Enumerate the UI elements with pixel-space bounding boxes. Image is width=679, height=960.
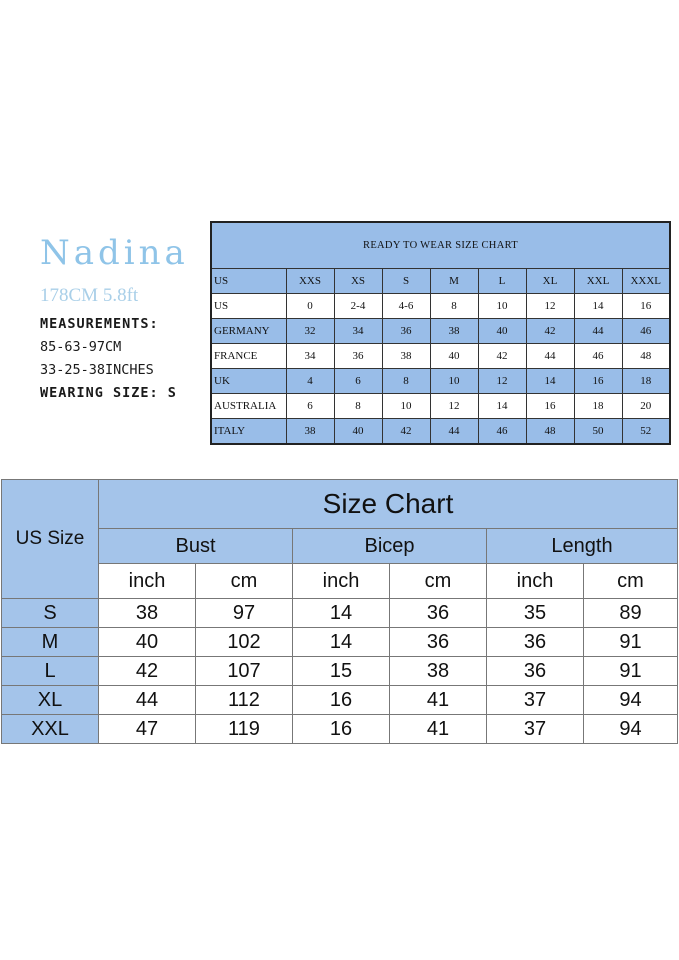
rtw-cell: 8 bbox=[334, 394, 382, 419]
table-cell: 94 bbox=[584, 686, 678, 715]
rtw-cell: 8 bbox=[382, 369, 430, 394]
rtw-cell: 44 bbox=[574, 319, 622, 344]
table-row bbox=[211, 394, 670, 419]
unit-header: inch bbox=[487, 564, 584, 599]
rtw-cell: 44 bbox=[526, 344, 574, 369]
table-cell: 36 bbox=[390, 599, 487, 628]
rtw-cell: 34 bbox=[334, 319, 382, 344]
unit-header: cm bbox=[196, 564, 293, 599]
rtw-cell: 12 bbox=[526, 294, 574, 319]
rtw-cell: 42 bbox=[382, 419, 430, 445]
model-measurements bbox=[40, 313, 210, 405]
rtw-cell: 14 bbox=[574, 294, 622, 319]
table-cell: 36 bbox=[487, 628, 584, 657]
rtw-cell: 42 bbox=[478, 344, 526, 369]
group-header-row bbox=[2, 529, 678, 564]
rtw-cell: 46 bbox=[478, 419, 526, 445]
us-size-header: US Size bbox=[2, 480, 99, 599]
rtw-row-label: US bbox=[211, 294, 286, 319]
table-row bbox=[2, 657, 678, 686]
unit-header: inch bbox=[99, 564, 196, 599]
rtw-cell: 16 bbox=[622, 294, 670, 319]
rtw-cell: 48 bbox=[526, 419, 574, 445]
table-cell: 112 bbox=[196, 686, 293, 715]
table-row bbox=[211, 419, 670, 445]
rtw-header-cell: XL bbox=[526, 269, 574, 294]
table-cell: 37 bbox=[487, 686, 584, 715]
size-chart-table bbox=[1, 479, 678, 744]
table-cell: 107 bbox=[196, 657, 293, 686]
size-label: XL bbox=[2, 686, 99, 715]
unit-header: cm bbox=[390, 564, 487, 599]
table-cell: 15 bbox=[293, 657, 390, 686]
rtw-row-label: FRANCE bbox=[211, 344, 286, 369]
table-row bbox=[2, 599, 678, 628]
rtw-cell: 12 bbox=[478, 369, 526, 394]
unit-header-row bbox=[2, 564, 678, 599]
rtw-cell: 32 bbox=[286, 319, 334, 344]
rtw-cell: 14 bbox=[526, 369, 574, 394]
rtw-cell: 6 bbox=[286, 394, 334, 419]
rtw-cell: 16 bbox=[526, 394, 574, 419]
rtw-cell: 18 bbox=[622, 369, 670, 394]
table-cell: 38 bbox=[99, 599, 196, 628]
table-row bbox=[211, 294, 670, 319]
rtw-header-cell: XXXL bbox=[622, 269, 670, 294]
rtw-cell: 46 bbox=[574, 344, 622, 369]
wearing-size: WEARING SIZE: S bbox=[40, 385, 177, 401]
ready-to-wear-size-table bbox=[210, 221, 671, 445]
rtw-cell: 2-4 bbox=[334, 294, 382, 319]
table-cell: 41 bbox=[390, 715, 487, 744]
model-name: Nadina bbox=[40, 233, 189, 273]
table-cell: 42 bbox=[99, 657, 196, 686]
rtw-cell: 46 bbox=[622, 319, 670, 344]
rtw-cell: 18 bbox=[574, 394, 622, 419]
rtw-cell: 36 bbox=[334, 344, 382, 369]
rtw-header-cell: S bbox=[382, 269, 430, 294]
rtw-header-row bbox=[211, 269, 670, 294]
table-cell: 41 bbox=[390, 686, 487, 715]
rtw-cell: 40 bbox=[478, 319, 526, 344]
rtw-cell: 4 bbox=[286, 369, 334, 394]
table-cell: 37 bbox=[487, 715, 584, 744]
measurements-inches: 33-25-38INCHES bbox=[40, 362, 154, 378]
rtw-row-label: ITALY bbox=[211, 419, 286, 445]
rtw-cell: 38 bbox=[286, 419, 334, 445]
size-label: XXL bbox=[2, 715, 99, 744]
model-height: 178CM 5.8ft bbox=[40, 285, 139, 306]
rtw-cell: 10 bbox=[430, 369, 478, 394]
group-header-bust: Bust bbox=[99, 529, 293, 564]
table-cell: 40 bbox=[99, 628, 196, 657]
measurements-cm: 85-63-97CM bbox=[40, 339, 122, 355]
rtw-header-cell: XXL bbox=[574, 269, 622, 294]
table-cell: 44 bbox=[99, 686, 196, 715]
rtw-cell: 40 bbox=[334, 419, 382, 445]
table-row bbox=[2, 686, 678, 715]
group-header-length: Length bbox=[487, 529, 678, 564]
rtw-cell: 48 bbox=[622, 344, 670, 369]
measurements-label: MEASUREMENTS: bbox=[40, 316, 159, 332]
rtw-cell: 8 bbox=[430, 294, 478, 319]
table-cell: 97 bbox=[196, 599, 293, 628]
model-info bbox=[40, 233, 210, 405]
table-row bbox=[211, 344, 670, 369]
unit-header: cm bbox=[584, 564, 678, 599]
table-cell: 91 bbox=[584, 628, 678, 657]
rtw-row-label: AUSTRALIA bbox=[211, 394, 286, 419]
size-label: M bbox=[2, 628, 99, 657]
group-header-bicep: Bicep bbox=[293, 529, 487, 564]
rtw-cell: 10 bbox=[478, 294, 526, 319]
table-cell: 102 bbox=[196, 628, 293, 657]
rtw-title: READY TO WEAR SIZE CHART bbox=[211, 222, 670, 269]
rtw-header-cell: L bbox=[478, 269, 526, 294]
rtw-cell: 52 bbox=[622, 419, 670, 445]
size-chart-title: Size Chart bbox=[99, 480, 678, 529]
rtw-row-label: UK bbox=[211, 369, 286, 394]
rtw-cell: 10 bbox=[382, 394, 430, 419]
table-cell: 14 bbox=[293, 599, 390, 628]
table-cell: 94 bbox=[584, 715, 678, 744]
table-cell: 89 bbox=[584, 599, 678, 628]
unit-header: inch bbox=[293, 564, 390, 599]
rtw-cell: 40 bbox=[430, 344, 478, 369]
table-cell: 36 bbox=[390, 628, 487, 657]
table-row bbox=[2, 715, 678, 744]
rtw-header-cell: US bbox=[211, 269, 286, 294]
table-cell: 14 bbox=[293, 628, 390, 657]
rtw-header-cell: XXS bbox=[286, 269, 334, 294]
rtw-cell: 50 bbox=[574, 419, 622, 445]
rtw-cell: 4-6 bbox=[382, 294, 430, 319]
rtw-cell: 38 bbox=[382, 344, 430, 369]
table-cell: 16 bbox=[293, 686, 390, 715]
table-row bbox=[211, 369, 670, 394]
rtw-cell: 36 bbox=[382, 319, 430, 344]
table-cell: 35 bbox=[487, 599, 584, 628]
table-row bbox=[2, 628, 678, 657]
rtw-cell: 12 bbox=[430, 394, 478, 419]
table-cell: 36 bbox=[487, 657, 584, 686]
rtw-header-cell: M bbox=[430, 269, 478, 294]
rtw-header-cell: XS bbox=[334, 269, 382, 294]
table-cell: 119 bbox=[196, 715, 293, 744]
rtw-cell: 6 bbox=[334, 369, 382, 394]
table-cell: 16 bbox=[293, 715, 390, 744]
table-row bbox=[211, 319, 670, 344]
table-cell: 91 bbox=[584, 657, 678, 686]
size-label: S bbox=[2, 599, 99, 628]
rtw-cell: 34 bbox=[286, 344, 334, 369]
rtw-cell: 38 bbox=[430, 319, 478, 344]
rtw-cell: 20 bbox=[622, 394, 670, 419]
rtw-cell: 14 bbox=[478, 394, 526, 419]
table-cell: 47 bbox=[99, 715, 196, 744]
rtw-cell: 44 bbox=[430, 419, 478, 445]
rtw-cell: 0 bbox=[286, 294, 334, 319]
rtw-row-label: GERMANY bbox=[211, 319, 286, 344]
size-label: L bbox=[2, 657, 99, 686]
rtw-cell: 42 bbox=[526, 319, 574, 344]
rtw-cell: 16 bbox=[574, 369, 622, 394]
table-cell: 38 bbox=[390, 657, 487, 686]
